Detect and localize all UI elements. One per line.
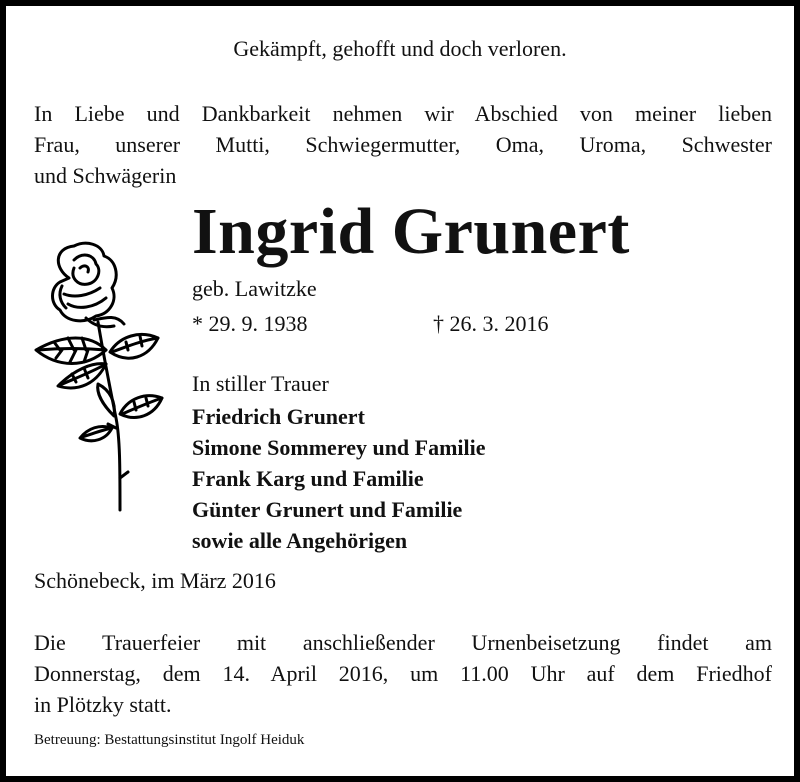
intro-line-2: Frau, unserer Mutti, Schwiegermutter, Oma, Uroma, Schwester [34, 132, 772, 157]
motto: Gekämpft, gehofft und doch verloren. [233, 36, 567, 61]
funeral-text [34, 627, 772, 689]
place-date: Schönebeck, im März 2016 [34, 568, 276, 593]
birth-date: * 29. 9. 1938 [192, 311, 308, 336]
funeral-home-credit: Betreuung: Bestattungsinstitut Ingolf Heiduk [34, 732, 305, 748]
intro-text [34, 98, 772, 160]
mourner-list [192, 401, 486, 556]
funeral-line-1: Die Trauerfeier mit anschließender Urnenbeisetzung findet am [34, 630, 772, 655]
funeral-line-3: in Plötzky statt. [34, 692, 172, 717]
maiden-name: geb. Lawitzke [192, 276, 317, 301]
mourning-intro: In stiller Trauer [192, 371, 329, 396]
rose-icon [24, 238, 164, 518]
intro-line-3: und Schwägerin [34, 163, 177, 188]
mourner-name: sowie alle Angehörigen [192, 528, 408, 553]
death-date: † 26. 3. 2016 [433, 311, 549, 336]
mourner-name: Friedrich Grunert [192, 404, 365, 429]
deceased-name: Ingrid Grunert [192, 195, 630, 268]
mourner-name: Günter Grunert und Familie [192, 497, 463, 522]
mourner-name: Simone Sommerey und Familie [192, 435, 486, 460]
funeral-line-2: Donnerstag, dem 14. April 2016, um 11.00 Uhr auf dem Friedhof [34, 661, 772, 686]
mourner-name: Frank Karg und Familie [192, 466, 424, 491]
obituary-card [6, 6, 794, 776]
intro-line-1: In Liebe und Dankbarkeit nehmen wir Abschied von meiner lieben [34, 101, 772, 126]
